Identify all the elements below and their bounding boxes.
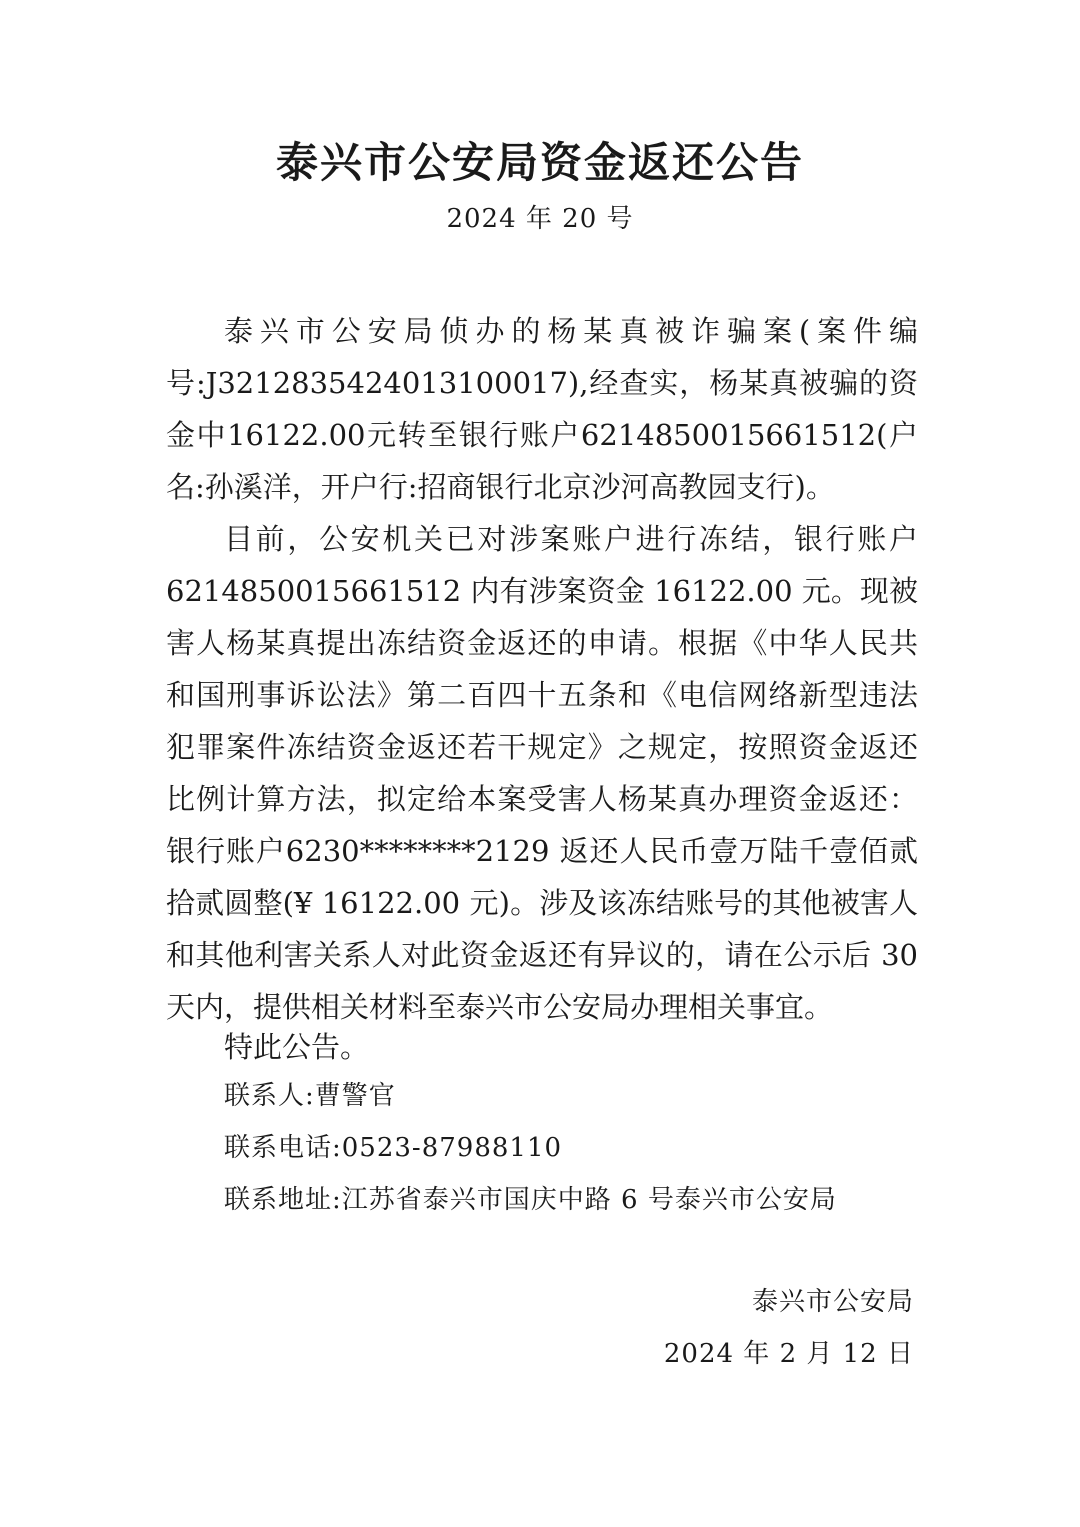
document-body [166,305,918,1033]
issuer-name: 泰兴市公安局 [751,1287,914,1317]
document-number: 2024 年 20 号 [446,204,634,234]
closing-statement: 特此公告。 [224,1030,370,1064]
paragraph-case-summary: 泰兴市公安局侦办的杨某真被诈骗案(案件编号:J3212835424013100017),经查实，杨某真被骗的资金中16122.00元转至银行账户6214850015661512(户名:孙溪洋，开户行:招商银行北京沙河高教园支行)。 [166,314,918,504]
paragraph-refund-details: 目前，公安机关已对涉案账户进行冻结，银行账户6214850015661512 内有涉案资金 16122.00 元。现被害人杨某真提出冻结资金返还的申请。根据《中华人民共和国刑事诉讼法》第二百四十五条和《电信网络新型违法犯罪案件冻结资金返还若干规定》之规定，按照资金返还比例计算方法，拟定给本案受害人杨某真办理资金返还：银行账户6230********2129 返还人民币壹万陆千壹佰贰拾贰圆整(¥ 16122.00 元)。涉及该冻结账号的其他被害人和其他利害关系人对此资金返还有异议的，请在公示后 30 天内，提供相关材料至泰兴市公安局办理相关事宜。 [166,522,918,1024]
document-title: 泰兴市公安局资金返还公告 [275,138,804,187]
issue-date: 2024 年 2 月 12 日 [663,1339,914,1369]
contact-phone: 联系电话:0523-87988110 [224,1133,563,1163]
contact-person: 联系人:曹警官 [224,1081,396,1111]
contact-address: 联系地址:江苏省泰兴市国庆中路 6 号泰兴市公安局 [224,1185,837,1215]
